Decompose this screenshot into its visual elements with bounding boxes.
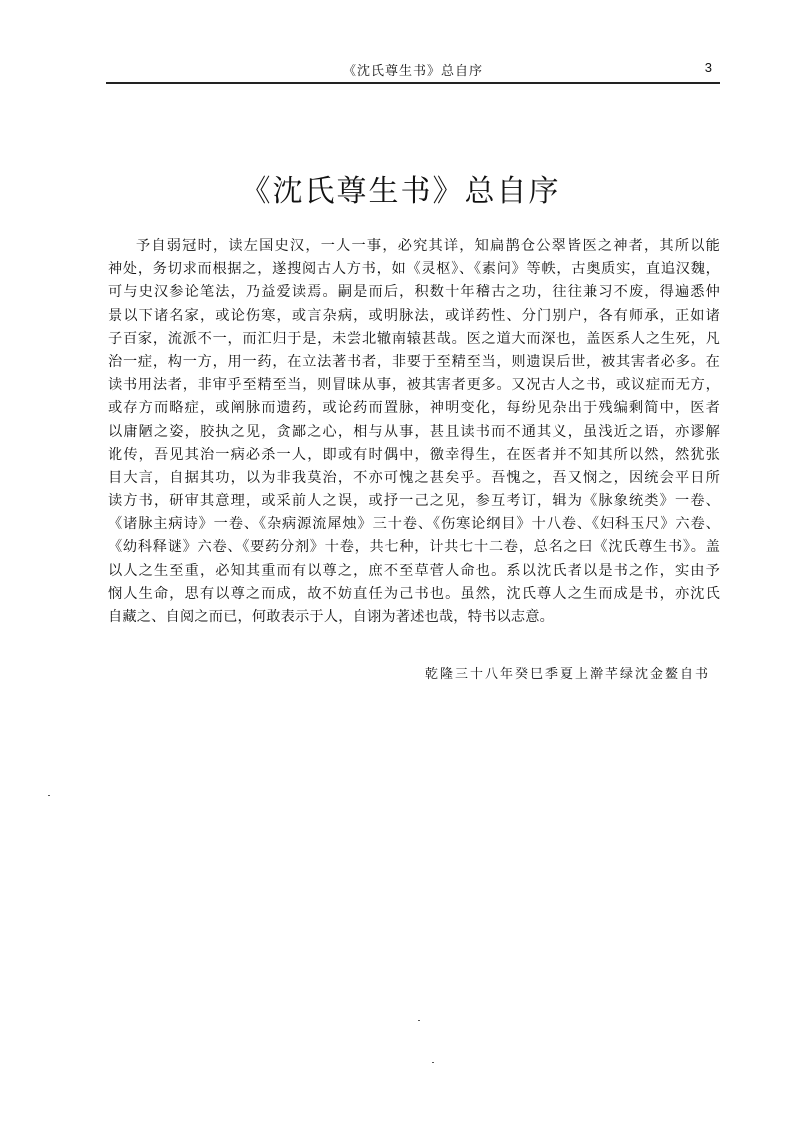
body-line: 读方书，研审其意理，或采前人之误，或抒一己之见，参互考订，辑为《脉象统类》一卷、 — [108, 493, 720, 510]
body-line: 《诸脉主病诗》一卷、《杂病源流犀烛》三十卷、《伤寒论纲目》十八卷、《妇科玉尺》六卷、 — [108, 516, 720, 533]
body-line: 悯人生命，思有以尊之而成，故不妨直任为己书也。虽然，沈氏尊人之生而成是书，亦沈氏 — [108, 585, 720, 602]
scan-speck — [432, 1062, 434, 1063]
author-signature: 乾隆三十八年癸巳季夏上澣芊绿沈金鳌自书 — [424, 667, 710, 682]
body-line: 讹传，吾见其治一病必杀一人，即或有时偶中，徼幸得生，在医者并不知其所以然，然犹张 — [108, 446, 720, 463]
body-line: 景以下诸名家，或论伤寒，或言杂病，或明脉法，或详药性、分门别户，各有师承，正如诸 — [108, 307, 720, 324]
body-line: 以庸陋之姿，胶执之见，贪鄙之心，相与从事，甚且读书而不通其义，虽浅近之语，亦谬解 — [108, 423, 720, 440]
body-line: 或存方而略症，或阐脉而遗药，或论药而置脉，神明变化，每纷见杂出于残编剩简中，医者 — [108, 400, 720, 417]
body-line: 可与史汉参论笔法，乃益爱读焉。嗣是而后，积数十年稽古之功，往往兼习不废，得遍悉仲 — [108, 284, 720, 301]
body-line: 自藏之、自阅之而已，何敢表示于人，自诩为著述也哉，特书以志意。 — [108, 609, 555, 625]
body-line: 目大言，自据其功，以为非我莫治，不亦可愧之甚矣乎。吾愧之，吾又悯之，因统会平日所 — [108, 469, 720, 486]
body-line: 神处，务切求而根据之，遂搜阅古人方书，如《灵枢》、《素问》等帙，古奥质实，直追汉魏， — [108, 261, 720, 278]
body-line: 治一症，构一方，用一药，在立法著书者，非要于至精至当，则遗误后世，被其害者必多。在 — [108, 353, 720, 370]
page-number: 3 — [704, 60, 712, 75]
page-title: 《沈氏尊生书》总自序 — [240, 174, 561, 210]
body-line: 子百家，流派不一，而汇归于是，未尝北辙南辕甚哉。医之道大而深也，盖医系人之生死，凡 — [108, 330, 720, 347]
scan-speck — [418, 1020, 420, 1021]
running-header — [106, 58, 720, 80]
scan-speck — [48, 795, 50, 796]
body-line: 读书用法者，非审乎至精至当，则冒昧从事，被其害者更多。又况古人之书，或议症而无方， — [108, 377, 720, 394]
body-line: 《幼科释谜》六卷、《要药分剂》十卷，共七种，计共七十二卷，总名之曰《沈氏尊生书》。盖 — [108, 539, 720, 556]
header-divider — [106, 82, 720, 84]
preface-body — [108, 235, 720, 629]
running-header-title: 《沈氏尊生书》总自序 — [342, 64, 483, 79]
body-line: 予自弱冠时，读左国史汉，一人一事，必究其详，知扁鹊仓公翠皆医之神者，其所以能 — [136, 238, 720, 254]
body-line: 以人之生至重，必知其重而有以尊之，庶不至草菅人命也。系以沈氏者以是书之作，实由予 — [108, 562, 720, 579]
